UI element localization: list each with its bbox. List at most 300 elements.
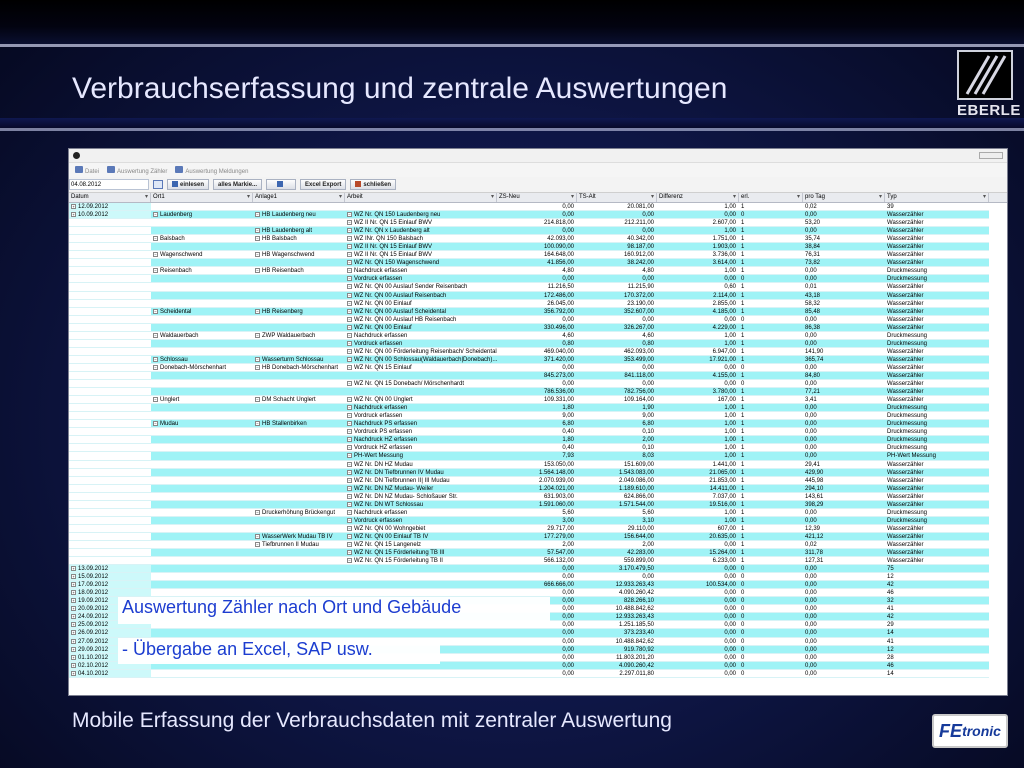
cell-pro-tag: 35,74 xyxy=(803,235,885,243)
cell-ts-alt: 0,10 xyxy=(577,444,657,452)
cell-differenz: 1,00 xyxy=(657,332,739,340)
cell-ort1: − Mudau xyxy=(151,420,253,428)
cell-ort1 xyxy=(151,340,253,348)
cell-datum xyxy=(69,396,151,404)
cell-zs-neu: 6,80 xyxy=(497,420,577,428)
cell-anlage1 xyxy=(253,525,345,533)
table-row[interactable] xyxy=(69,251,1007,259)
cell-arbeit xyxy=(345,203,497,211)
close-icon xyxy=(355,181,361,187)
cell-ort1 xyxy=(151,541,253,549)
window-controls[interactable] xyxy=(979,152,1003,159)
cell-datum xyxy=(69,267,151,275)
collapse-icon[interactable]: − xyxy=(154,332,157,338)
table-row[interactable] xyxy=(69,581,1007,589)
table-row[interactable] xyxy=(69,549,1007,557)
collapse-icon[interactable]: − xyxy=(348,453,351,459)
cell-typ: 75 xyxy=(885,565,989,573)
collapse-icon[interactable]: − xyxy=(256,252,259,258)
table-row[interactable] xyxy=(69,243,1007,251)
table-row[interactable] xyxy=(69,275,1007,283)
cell-datum xyxy=(69,525,151,533)
cell-differenz: 1,00 xyxy=(657,227,739,235)
cell-differenz: 0,00 xyxy=(657,597,739,605)
excel-export-button[interactable]: Excel Export xyxy=(300,179,346,190)
expand-icon[interactable]: + xyxy=(72,590,75,596)
column-header-9[interactable]: Typ ▾ xyxy=(885,193,989,202)
cell-pro-tag: 0,00 xyxy=(803,621,885,629)
cell-differenz: 0,00 xyxy=(657,654,739,662)
cell-ort1: − Wagenschwend xyxy=(151,251,253,259)
cell-ort1 xyxy=(151,485,253,493)
cell-typ: 29 xyxy=(885,621,989,629)
collapse-icon[interactable]: − xyxy=(348,308,351,314)
cell-typ: Druckmessung xyxy=(885,444,989,452)
collapse-icon[interactable]: − xyxy=(348,364,351,370)
cell-datum xyxy=(69,292,151,300)
cell-differenz: 1,00 xyxy=(657,267,739,275)
expand-icon[interactable]: + xyxy=(72,606,75,612)
cell-anlage1 xyxy=(253,469,345,477)
cell-arbeit: − Nachdruck erfassen xyxy=(345,267,497,275)
table-row[interactable] xyxy=(69,227,1007,235)
collapse-icon[interactable]: − xyxy=(348,356,351,362)
cell-ts-alt: 11.215,90 xyxy=(577,283,657,291)
cell-differenz: 0,00 xyxy=(657,629,739,637)
collapse-icon[interactable]: − xyxy=(348,228,351,234)
table-row[interactable] xyxy=(69,436,1007,444)
cell-ort1 xyxy=(151,316,253,324)
table-row[interactable] xyxy=(69,541,1007,549)
cell-pro-tag: 0,00 xyxy=(803,364,885,372)
table-row[interactable] xyxy=(69,340,1007,348)
column-header-7[interactable]: erl. ▾ xyxy=(739,193,803,202)
cell-differenz: 14.411,00 xyxy=(657,485,739,493)
cell-zs-neu: 2.070.939,00 xyxy=(497,477,577,485)
table-row[interactable] xyxy=(69,267,1007,275)
cell-differenz: 2.114,00 xyxy=(657,292,739,300)
table-row[interactable] xyxy=(69,364,1007,372)
cell-typ: Wasserzähler xyxy=(885,356,989,364)
cell-ts-alt: 12.933.263,43 xyxy=(577,613,657,621)
cell-anlage1 xyxy=(253,275,345,283)
table-row[interactable] xyxy=(69,388,1007,396)
table-row[interactable] xyxy=(69,565,1007,573)
collapse-icon[interactable]: − xyxy=(348,533,351,539)
collapse-icon[interactable]: − xyxy=(348,550,351,556)
cell-zs-neu: 1.591.060,00 xyxy=(497,501,577,509)
table-row[interactable] xyxy=(69,219,1007,227)
cell-erl-: 0 xyxy=(739,589,803,597)
table-row[interactable] xyxy=(69,461,1007,469)
collapse-icon[interactable]: − xyxy=(348,324,351,330)
collapse-icon[interactable]: − xyxy=(348,525,351,531)
cell-anlage1: − ZWP Waldauerbach xyxy=(253,332,345,340)
collapse-icon[interactable]: − xyxy=(154,268,157,274)
cell-arbeit xyxy=(345,581,497,589)
table-row[interactable] xyxy=(69,573,1007,581)
close-button[interactable]: schließen xyxy=(350,179,396,190)
table-row[interactable] xyxy=(69,300,1007,308)
collapse-icon[interactable]: − xyxy=(348,501,351,507)
cell-ts-alt: 23.190,00 xyxy=(577,300,657,308)
collapse-icon[interactable]: − xyxy=(348,469,351,475)
menu-auswertung-meldungen[interactable]: Auswertung Meldungen xyxy=(175,166,248,175)
cell-erl-: 1 xyxy=(739,324,803,332)
collapse-icon[interactable]: − xyxy=(256,421,259,427)
cell-typ: Wasserzähler xyxy=(885,316,989,324)
cell-datum xyxy=(69,501,151,509)
cell-ts-alt: 38.242,00 xyxy=(577,259,657,267)
cell-arbeit: − WZ Nr. DN Tiefbrunnen IV Mudau xyxy=(345,469,497,477)
cell-ort1 xyxy=(151,292,253,300)
table-row[interactable] xyxy=(69,203,1007,211)
cell-datum xyxy=(69,388,151,396)
table-row[interactable] xyxy=(69,557,1007,565)
cell-typ: Wasserzähler xyxy=(885,292,989,300)
collapse-icon[interactable]: − xyxy=(348,477,351,483)
collapse-icon[interactable]: − xyxy=(348,437,351,443)
einlesen-button[interactable]: einlesen xyxy=(167,179,209,190)
table-row[interactable] xyxy=(69,493,1007,501)
cell-differenz: 0,00 xyxy=(657,275,739,283)
cell-ts-alt: 6,80 xyxy=(577,420,657,428)
cell-zs-neu: 41.856,00 xyxy=(497,259,577,267)
table-row[interactable] xyxy=(69,670,1007,678)
collapse-icon[interactable]: − xyxy=(348,558,351,564)
cell-ts-alt: 11.803.201,20 xyxy=(577,654,657,662)
expand-icon[interactable]: + xyxy=(72,582,75,588)
date-field[interactable]: 04.08.2012 xyxy=(69,179,149,190)
cell-differenz: 0,60 xyxy=(657,283,739,291)
expand-icon[interactable]: + xyxy=(72,614,75,620)
expand-icon[interactable]: + xyxy=(72,646,75,652)
cell-anlage1 xyxy=(253,412,345,420)
table-row[interactable] xyxy=(69,380,1007,388)
column-header-1[interactable]: Ort1 ▾ xyxy=(151,193,253,202)
cell-typ: Druckmessung xyxy=(885,517,989,525)
cell-anlage1: − HB Balsbach xyxy=(253,235,345,243)
cell-datum: + 12.09.2012 xyxy=(69,203,151,211)
expand-icon[interactable]: + xyxy=(72,566,75,572)
table-row[interactable] xyxy=(69,283,1007,291)
cell-anlage1 xyxy=(253,292,345,300)
cell-erl-: 0 xyxy=(739,275,803,283)
collapse-icon[interactable]: − xyxy=(348,244,351,250)
collapse-icon[interactable]: − xyxy=(256,509,259,515)
cell-ts-alt: 1.571.544,00 xyxy=(577,501,657,509)
cell-erl-: 0 xyxy=(739,565,803,573)
collapse-icon[interactable]: − xyxy=(154,212,157,218)
cell-ts-alt: 0,80 xyxy=(577,340,657,348)
cell-datum xyxy=(69,444,151,452)
collapse-icon[interactable]: − xyxy=(256,356,259,362)
cell-ort1: − Ünglert xyxy=(151,396,253,404)
cell-erl-: 1 xyxy=(739,485,803,493)
collapse-icon[interactable]: − xyxy=(348,220,351,226)
collapse-icon[interactable]: − xyxy=(348,340,351,346)
cell-differenz: 0,00 xyxy=(657,364,739,372)
column-header-0[interactable]: Datum ▾ xyxy=(69,193,151,202)
cell-ort1 xyxy=(151,581,253,589)
expand-icon[interactable]: + xyxy=(72,662,75,668)
cell-typ: Wasserzähler xyxy=(885,493,989,501)
cell-differenz: 21.853,00 xyxy=(657,477,739,485)
cell-anlage1: − HB Reisenbach xyxy=(253,267,345,275)
cell-pro-tag: 0,00 xyxy=(803,605,885,613)
cell-typ: Wasserzähler xyxy=(885,501,989,509)
expand-icon[interactable]: + xyxy=(72,204,75,209)
collapse-icon[interactable]: − xyxy=(348,316,351,322)
collapse-icon[interactable]: − xyxy=(256,212,259,218)
cell-differenz: 20.635,00 xyxy=(657,533,739,541)
cell-pro-tag: 127,31 xyxy=(803,557,885,565)
collapse-icon[interactable]: − xyxy=(154,356,157,362)
table-row[interactable] xyxy=(69,517,1007,525)
table-row[interactable] xyxy=(69,308,1007,316)
cell-zs-neu: 1.204.021,00 xyxy=(497,485,577,493)
collapse-icon[interactable]: − xyxy=(256,541,259,547)
collapse-icon[interactable]: − xyxy=(348,405,351,411)
table-row[interactable] xyxy=(69,372,1007,380)
collapse-icon[interactable]: − xyxy=(154,421,157,427)
expand-icon[interactable]: + xyxy=(72,638,75,644)
collapse-icon[interactable]: − xyxy=(256,533,259,539)
cell-erl-: 1 xyxy=(739,292,803,300)
column-header-2[interactable]: Anlage1 ▾ xyxy=(253,193,345,202)
cell-arbeit: − WZ Nr. QN 00 Auslauf Scheidental xyxy=(345,308,497,316)
cell-erl-: 1 xyxy=(739,332,803,340)
print-button[interactable] xyxy=(266,179,296,190)
cell-datum xyxy=(69,404,151,412)
cell-zs-neu: 3,00 xyxy=(497,517,577,525)
cell-zs-neu: 0,00 xyxy=(497,662,577,670)
cell-ts-alt: 42.283,00 xyxy=(577,549,657,557)
collapse-icon[interactable]: − xyxy=(256,268,259,274)
collapse-icon[interactable]: − xyxy=(348,517,351,523)
collapse-icon[interactable]: − xyxy=(348,381,351,387)
cell-ort1: − Scheidental xyxy=(151,308,253,316)
table-row[interactable] xyxy=(69,211,1007,219)
table-row[interactable] xyxy=(69,420,1007,428)
cell-datum xyxy=(69,340,151,348)
cell-anlage1 xyxy=(253,372,345,380)
cell-zs-neu: 0,00 xyxy=(497,275,577,283)
collapse-icon[interactable]: − xyxy=(348,236,351,242)
expand-icon[interactable]: + xyxy=(72,670,75,676)
table-row[interactable] xyxy=(69,501,1007,509)
table-row[interactable] xyxy=(69,509,1007,517)
collapse-icon[interactable]: − xyxy=(256,397,259,403)
collapse-icon[interactable]: − xyxy=(154,364,157,370)
select-all-button[interactable]: alles Markie... xyxy=(213,179,262,190)
cell-pro-tag: 398,29 xyxy=(803,501,885,509)
cell-anlage1 xyxy=(253,573,345,581)
collapse-icon[interactable]: − xyxy=(348,332,351,338)
cell-differenz: 0,00 xyxy=(657,565,739,573)
cell-erl-: 1 xyxy=(739,300,803,308)
cell-ts-alt: 4,60 xyxy=(577,332,657,340)
meter-icon xyxy=(107,166,115,173)
table-row[interactable] xyxy=(69,235,1007,243)
collapse-icon[interactable]: − xyxy=(348,348,351,354)
cell-typ: Wasserzähler xyxy=(885,283,989,291)
cell-differenz: 17.921,00 xyxy=(657,356,739,364)
collapse-icon[interactable]: − xyxy=(348,300,351,306)
cell-ts-alt: 9,00 xyxy=(577,412,657,420)
collapse-icon[interactable]: − xyxy=(348,252,351,258)
collapse-icon[interactable]: − xyxy=(348,268,351,274)
collapse-icon[interactable]: − xyxy=(348,413,351,419)
cell-anlage1: − DM Schacht Ünglert xyxy=(253,396,345,404)
column-header-5[interactable]: TS-Alt ▾ xyxy=(577,193,657,202)
collapse-icon[interactable]: − xyxy=(348,260,351,266)
table-row[interactable] xyxy=(69,404,1007,412)
cell-ort1 xyxy=(151,517,253,525)
menu-datei[interactable]: Datei xyxy=(75,166,99,175)
collapse-icon[interactable]: − xyxy=(154,397,157,403)
table-row[interactable] xyxy=(69,452,1007,460)
cell-typ: Wasserzähler xyxy=(885,300,989,308)
collapse-icon[interactable]: − xyxy=(348,276,351,282)
column-header-8[interactable]: pro Tag ▾ xyxy=(803,193,885,202)
collapse-icon[interactable]: − xyxy=(348,421,351,427)
cell-pro-tag: 311,78 xyxy=(803,549,885,557)
table-row[interactable] xyxy=(69,444,1007,452)
cell-zs-neu: 11.216,50 xyxy=(497,283,577,291)
collapse-icon[interactable]: − xyxy=(348,541,351,547)
table-row[interactable] xyxy=(69,396,1007,404)
column-header-6[interactable]: Differenz ▾ xyxy=(657,193,739,202)
collapse-icon[interactable]: − xyxy=(348,212,351,218)
table-row[interactable] xyxy=(69,477,1007,485)
cell-zs-neu: 0,00 xyxy=(497,597,577,605)
table-row[interactable] xyxy=(69,316,1007,324)
cell-datum xyxy=(69,533,151,541)
cell-typ: Wasserzähler xyxy=(885,541,989,549)
column-header-3[interactable]: Arbeit ▾ xyxy=(345,193,497,202)
cell-ort1: − Donebach-Mörschenhart xyxy=(151,364,253,372)
collapse-icon[interactable]: − xyxy=(154,308,157,314)
cell-ts-alt: 12.933.263,43 xyxy=(577,581,657,589)
expand-icon[interactable]: + xyxy=(72,622,75,628)
column-header-4[interactable]: ZS-Neu ▾ xyxy=(497,193,577,202)
collapse-icon[interactable]: − xyxy=(348,509,351,515)
collapse-icon[interactable]: − xyxy=(348,292,351,298)
cell-ts-alt: 1.543.083,00 xyxy=(577,469,657,477)
table-row[interactable] xyxy=(69,356,1007,364)
collapse-icon[interactable]: − xyxy=(154,252,157,258)
cell-ort1 xyxy=(151,219,253,227)
cell-erl-: 1 xyxy=(739,444,803,452)
cell-datum xyxy=(69,477,151,485)
cell-differenz: 4.155,00 xyxy=(657,372,739,380)
collapse-icon[interactable]: − xyxy=(256,308,259,314)
cell-ort1: − Laudenberg xyxy=(151,211,253,219)
collapse-icon[interactable]: − xyxy=(348,493,351,499)
table-row[interactable] xyxy=(69,525,1007,533)
app-icon xyxy=(73,152,80,159)
cell-ort1 xyxy=(151,549,253,557)
table-row[interactable] xyxy=(69,533,1007,541)
collapse-icon[interactable]: − xyxy=(348,284,351,290)
menu-auswertung-zaehler[interactable]: Auswertung Zähler xyxy=(107,166,167,175)
table-row[interactable] xyxy=(69,292,1007,300)
cell-zs-neu: 5,60 xyxy=(497,509,577,517)
collapse-icon[interactable]: − xyxy=(348,445,351,451)
cell-erl-: 1 xyxy=(739,469,803,477)
expand-icon[interactable]: + xyxy=(72,598,75,604)
cell-ts-alt: 4.090.260,42 xyxy=(577,662,657,670)
calendar-icon[interactable] xyxy=(153,180,163,189)
expand-icon[interactable]: + xyxy=(72,574,75,580)
cell-arbeit: − Vordruck erfassen xyxy=(345,275,497,283)
cell-datum xyxy=(69,461,151,469)
table-row[interactable] xyxy=(69,485,1007,493)
cell-zs-neu: 214.818,00 xyxy=(497,219,577,227)
cell-zs-neu: 666.666,00 xyxy=(497,581,577,589)
collapse-icon[interactable]: − xyxy=(348,461,351,467)
cell-ort1 xyxy=(151,428,253,436)
cell-pro-tag: 0,00 xyxy=(803,517,885,525)
collapse-icon[interactable]: − xyxy=(256,332,259,338)
table-row[interactable] xyxy=(69,259,1007,267)
cell-anlage1 xyxy=(253,493,345,501)
cell-arbeit xyxy=(345,372,497,380)
fetronic-logo: FE tronic xyxy=(932,714,1008,748)
window-titlebar xyxy=(69,149,1007,163)
cell-pro-tag: 73,82 xyxy=(803,259,885,267)
collapse-icon[interactable]: − xyxy=(348,397,351,403)
collapse-icon[interactable]: − xyxy=(256,364,259,370)
cell-erl-: 0 xyxy=(739,629,803,637)
expand-icon[interactable]: + xyxy=(72,654,75,660)
table-row[interactable] xyxy=(69,428,1007,436)
cell-anlage1 xyxy=(253,436,345,444)
cell-zs-neu: 4,60 xyxy=(497,332,577,340)
collapse-icon[interactable]: − xyxy=(348,485,351,491)
cell-typ: Wasserzähler xyxy=(885,477,989,485)
database-icon xyxy=(172,181,178,187)
table-row[interactable] xyxy=(69,469,1007,477)
cell-typ: 42 xyxy=(885,613,989,621)
table-row[interactable] xyxy=(69,324,1007,332)
cell-arbeit: − WZ INr. QN 150 Balsbach xyxy=(345,235,497,243)
cell-zs-neu: 0,00 xyxy=(497,565,577,573)
table-row[interactable] xyxy=(69,348,1007,356)
cell-anlage1: − HB Donebach-Mörschenhart xyxy=(253,364,345,372)
cell-ts-alt: 109.164,00 xyxy=(577,396,657,404)
table-row[interactable] xyxy=(69,332,1007,340)
table-row[interactable] xyxy=(69,629,1007,637)
table-row[interactable] xyxy=(69,412,1007,420)
cell-arbeit: − WZ Nr. QN 15 Einlauf xyxy=(345,364,497,372)
cell-ort1 xyxy=(151,573,253,581)
cell-pro-tag: 86,38 xyxy=(803,324,885,332)
cell-anlage1 xyxy=(253,404,345,412)
expand-icon[interactable]: + xyxy=(72,212,75,218)
collapse-icon[interactable]: − xyxy=(154,236,157,242)
collapse-icon[interactable]: − xyxy=(256,236,259,242)
expand-icon[interactable]: + xyxy=(72,630,75,636)
cell-erl-: 1 xyxy=(739,283,803,291)
cell-ort1 xyxy=(151,227,253,235)
cell-differenz: 1,00 xyxy=(657,404,739,412)
cell-zs-neu: 1,80 xyxy=(497,436,577,444)
collapse-icon[interactable]: − xyxy=(348,429,351,435)
collapse-icon[interactable]: − xyxy=(256,228,259,234)
cell-arbeit: − WZ Nr. QN 15 Donebach/ Mörschenhardt xyxy=(345,380,497,388)
